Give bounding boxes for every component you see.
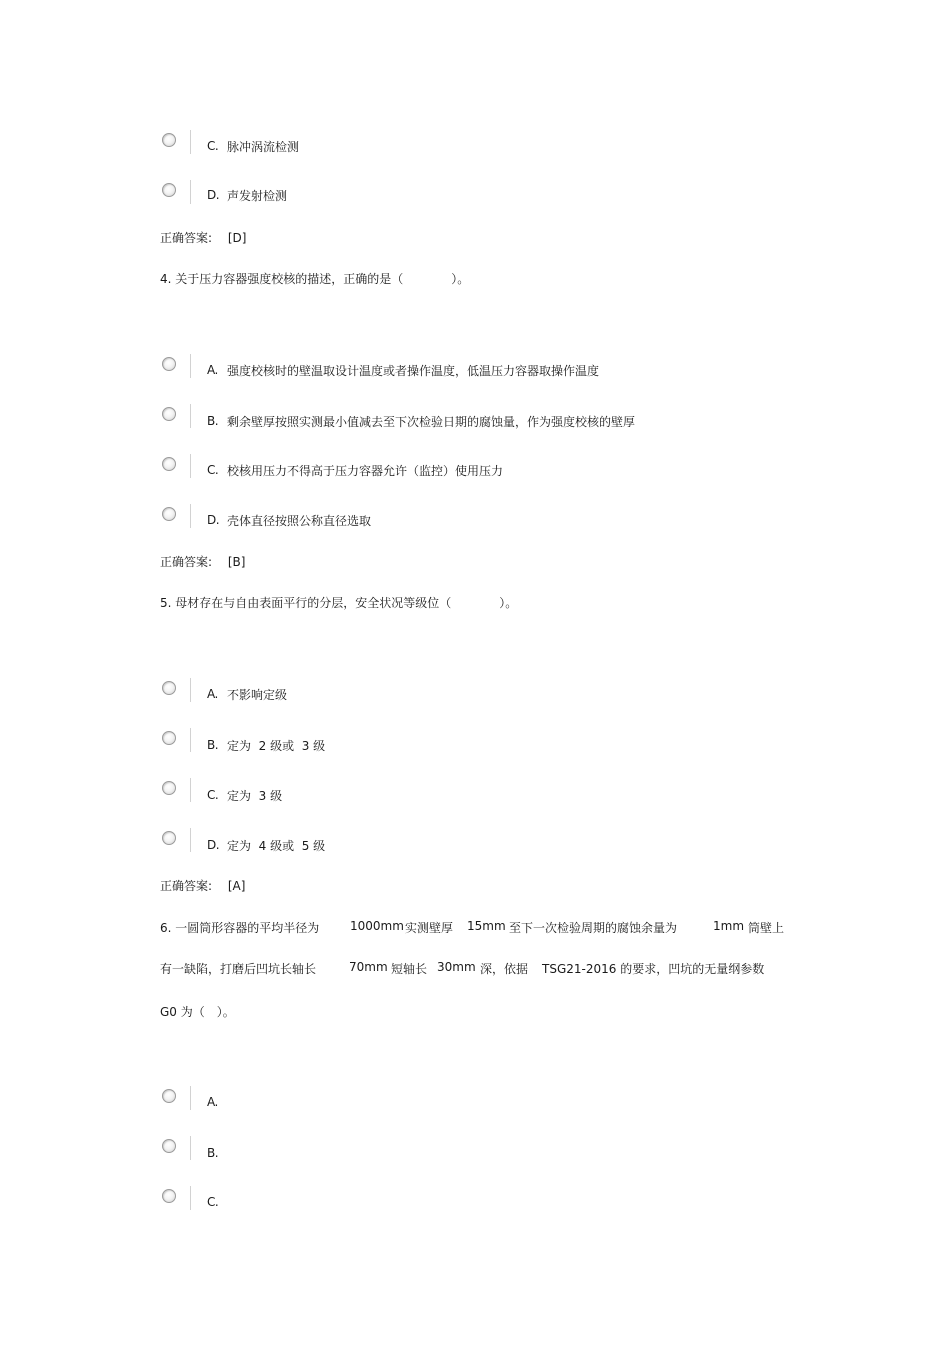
q6-text-segment: TSG21-2016 的要求，凹坑的无量纲参数 [542,962,765,976]
answer-label: 正确答案: [160,879,213,893]
option-letter: D. [207,838,220,852]
radio-circle-icon [162,831,176,845]
option-text: 声发射检测 [227,189,288,203]
divider [190,728,191,752]
radio-circle-icon [162,1189,176,1203]
q6-text-segment: 有一缺陷，打磨后凹坑长轴长 [160,962,317,976]
divider [190,1136,191,1160]
q6-text-segment: 1mm [713,919,745,933]
divider [190,454,191,478]
q6-text-segment: 深，依据 [480,962,529,976]
divider [190,1086,191,1110]
q5-question: 5. 母材存在与自由表面平行的分层，安全状况等级位（ ）。 [160,596,518,610]
q6-text-segment: 实测壁厚 [405,921,454,935]
answer-value: [D] [227,231,247,245]
q4-option-c-radio[interactable] [158,454,192,480]
option-text: 不影响定级 [227,688,288,702]
q6-text-segment: G0 为（ ）。 [160,1005,235,1019]
option-letter: C. [207,139,219,153]
answer-label: 正确答案: [160,231,213,245]
option-letter: A. [207,687,218,701]
q6-text-segment: 筒壁上 [748,921,785,935]
option-text: 剩余壁厚按照实测最小值减去至下次检验日期的腐蚀量，作为强度校核的壁厚 [227,415,636,429]
q6-text-segment: 30mm [437,960,476,974]
q4-option-b-radio[interactable] [158,404,192,430]
divider [190,678,191,702]
answer-value: [A] [227,879,246,893]
radio-circle-icon [162,731,176,745]
option-text: 校核用压力不得高于压力容器允许（监控）使用压力 [227,464,504,478]
radio-circle-icon [162,507,176,521]
radio-circle-icon [162,1089,176,1103]
q6-text-segment: 至下一次检验周期的腐蚀余量为 [509,921,678,935]
q5-answer [160,877,245,894]
q5-option-b-radio[interactable] [158,728,192,754]
option-letter: C. [207,1195,219,1209]
option-letter: B. [207,738,219,752]
q6-option-c-radio[interactable] [158,1186,192,1212]
answer-value: [B] [227,555,246,569]
radio-circle-icon [162,407,176,421]
radio-circle-icon [162,681,176,695]
option-letter: C. [207,463,219,477]
q6-option-a-radio[interactable] [158,1086,192,1112]
option-letter: B. [207,1146,219,1160]
divider [190,130,191,154]
q4-option-a-radio[interactable] [158,354,192,380]
option-letter: A. [207,1095,218,1109]
q4-question: 4. 关于压力容器强度校核的描述，正确的是（ ）。 [160,272,470,286]
answer-label: 正确答案: [160,555,213,569]
divider [190,504,191,528]
q5-option-d-radio[interactable] [158,828,192,854]
q3-option-c-radio[interactable] [158,130,192,156]
divider [190,404,191,428]
radio-circle-icon [162,183,176,197]
option-letter: C. [207,788,219,802]
option-text: 壳体直径按照公称直径选取 [227,514,372,528]
q3-answer [160,229,246,246]
option-text: 脉冲涡流检测 [227,140,300,154]
divider [190,180,191,204]
q4-option-d-radio[interactable] [158,504,192,530]
radio-circle-icon [162,133,176,147]
option-text: 强度校核时的壁温取设计温度或者操作温度，低温压力容器取操作温度 [227,364,600,378]
q6-text-segment: 短轴长 [391,962,428,976]
option-letter: D. [207,188,220,202]
radio-circle-icon [162,1139,176,1153]
option-text: 定为 2 级或 3 级 [227,739,326,753]
option-letter: B. [207,414,219,428]
option-text: 定为 3 级 [227,789,283,803]
q6-text-segment: 1000mm [350,919,404,933]
divider [190,1186,191,1210]
q4-answer [160,553,245,570]
q6-text-segment: 70mm [349,960,388,974]
divider [190,778,191,802]
q5-option-a-radio[interactable] [158,678,192,704]
q6-text-segment: 15mm [467,919,506,933]
q6-option-b-radio[interactable] [158,1136,192,1162]
option-letter: D. [207,513,220,527]
divider [190,828,191,852]
radio-circle-icon [162,357,176,371]
option-text: 定为 4 级或 5 级 [227,839,326,853]
q3-option-d-radio[interactable] [158,180,192,206]
radio-circle-icon [162,781,176,795]
q5-option-c-radio[interactable] [158,778,192,804]
option-letter: A. [207,363,218,377]
divider [190,354,191,378]
radio-circle-icon [162,457,176,471]
q6-text-segment: 6. 一圆筒形容器的平均半径为 [160,921,320,935]
